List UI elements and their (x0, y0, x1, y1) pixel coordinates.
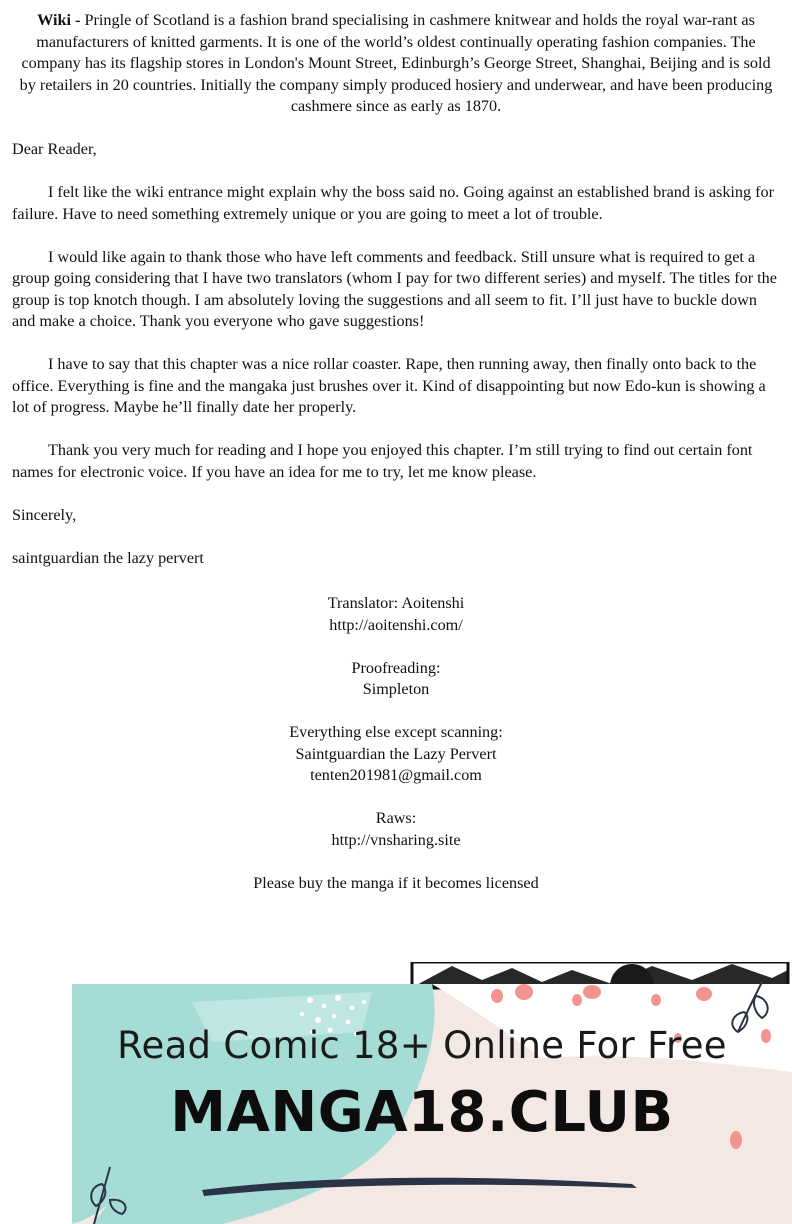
raws-credit (0, 808, 792, 851)
translator-credit (0, 593, 792, 636)
wiki-label: Wiki - (37, 11, 81, 29)
raws-link[interactable]: http://vnsharing.site (331, 830, 461, 849)
everything-else-credit (0, 722, 792, 787)
everything-else-name: Saintguardian the Lazy Pervert (295, 744, 497, 763)
promo-banner[interactable] (72, 962, 792, 1224)
everything-else-label: Everything else except scanning: (289, 723, 503, 741)
wiki-text: Pringle of Scotland is a fashion brand specialising in cashmere knitwear and holds the royal war-rant as manufacturers of knitted garments. It is one of the world’s oldest continually operating fashion companies. The company has its flagship stores in London's Mount Street, Edinburgh’s George Street, Shanghai, Beijing and is sold by retailers in 20 countries. Initially the company simply produced hosiery and underwear, and have been producing cashmere since as early as 1870. (19, 11, 773, 115)
banner-tagline: Read Comic 18+ Online For Free (117, 1024, 727, 1067)
credits-section (0, 593, 792, 916)
letter-paragraph: I would like again to thank those who have left comments and feedback. Still unsure what is required to get a group going considering that I have two translators (whom I pay for two different series) and myself. The titles for the group is top knotch though. I am absolutely loving the suggestions and all seem to fit. I’ll just have to buckle down and make a choice. Thank you everyone who gave suggestions! (12, 247, 777, 330)
proofreader-name: Simpleton (362, 680, 430, 698)
letter-paragraph: Thank you very much for reading and I hope you enjoyed this chapter. I’m still trying to find out certain font names for electronic voice. If you have an idea for me to try, let me know please. (12, 441, 753, 481)
letter-body (12, 139, 782, 591)
letter-paragraph: I have to say that this chapter was a nice rollar coaster. Rape, then running away, then finally onto back to the office. Everything is fine and the mangaka just brushes over it. Kind of disappointing but now Edo-kun is showing a lot of progress. Maybe he’ll finally date her properly. (12, 355, 766, 416)
letter-paragraph: I felt like the wiki entrance might explain why the boss said no. Going against an established brand is asking for failure. Have to need something extremely unique or you are going to meet a lot of trouble. (12, 183, 775, 223)
letter-greeting: Dear Reader, (12, 140, 97, 158)
letter-closing: Sincerely, (12, 505, 77, 524)
translator-link[interactable]: http://aoitenshi.com/ (329, 615, 463, 634)
translator-name: Translator: Aoitenshi (327, 594, 465, 612)
letter-signature: saintguardian the lazy pervert (12, 548, 204, 567)
contact-email[interactable]: tenten201981@gmail.com (310, 766, 482, 784)
proofreading-credit (0, 658, 792, 701)
license-note: Please buy the manga if it becomes licensed (253, 873, 539, 892)
banner-site-name[interactable]: MANGA18.CLUB (170, 1080, 674, 1145)
proofreading-label: Proofreading: (351, 658, 441, 677)
raws-label: Raws: (375, 809, 417, 827)
wiki-paragraph (12, 10, 780, 118)
